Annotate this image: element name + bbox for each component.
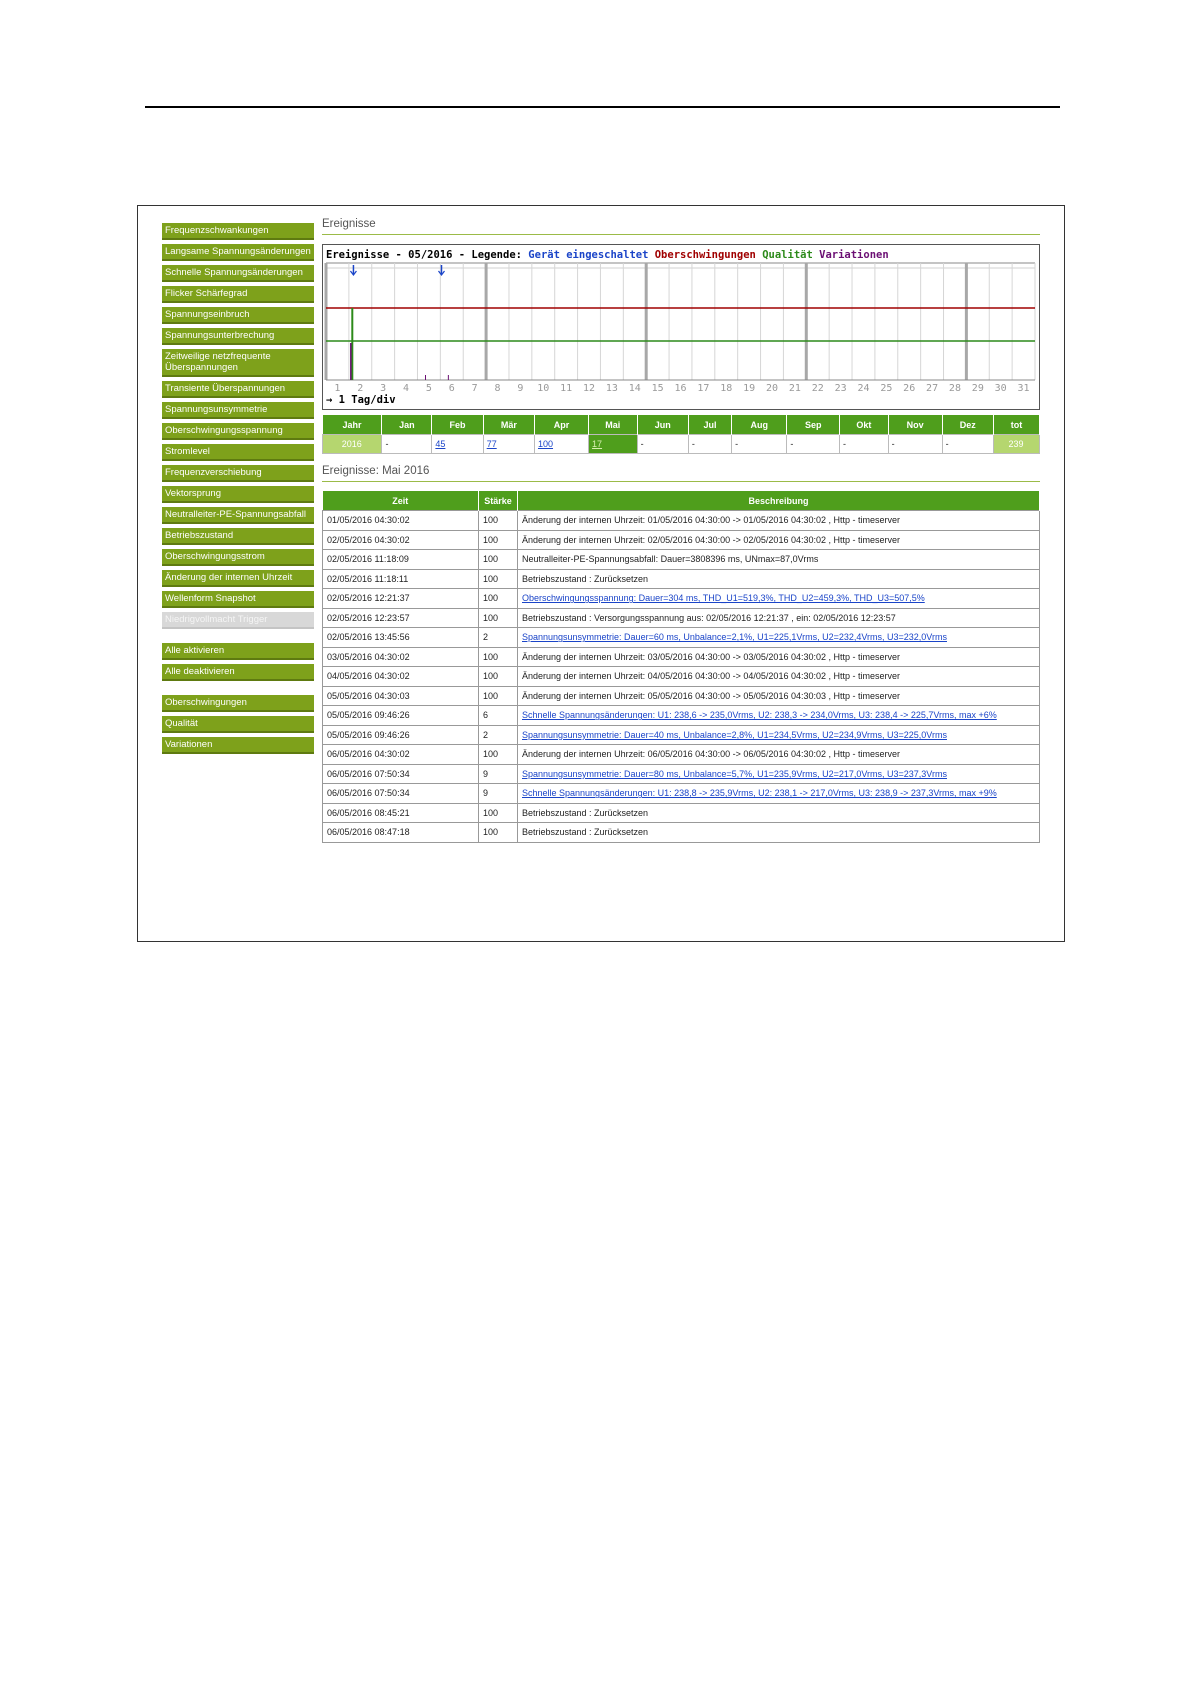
timeline-plot [323,245,1039,409]
event-level: 100 [479,530,518,550]
event-level: 100 [479,511,518,531]
day-tick-label: 11 [560,383,573,394]
category-oberschwingungen-button[interactable]: Oberschwingungen [162,695,314,712]
category-variationen-button[interactable]: Variationen [162,737,314,754]
event-level: 9 [479,764,518,784]
month-cell-maer [483,435,534,454]
table-row [323,530,1040,550]
total-cell: 239 [993,435,1039,454]
event-time: 02/05/2016 04:30:02 [323,530,479,550]
day-tick-label: 31 [1017,383,1030,394]
event-level: 100 [479,647,518,667]
event-description: Betriebszustand : Zurücksetzen [518,569,1040,589]
event-description: Änderung der internen Uhrzeit: 05/05/2016 04:30:00 -> 05/05/2016 04:30:03 , Http - timeserver [518,686,1040,706]
month-count-sep: - [787,435,840,454]
table-row [323,511,1040,531]
month-count-dez: - [942,435,993,454]
sidebar-item-oberschwingungsstrom[interactable]: Oberschwingungsstrom [162,549,314,566]
sidebar-item-vektorsprung[interactable]: Vektorsprung [162,486,314,503]
event-level: 100 [479,823,518,843]
event-level: 100 [479,803,518,823]
day-tick-label: 19 [743,383,756,394]
event-level: 100 [479,686,518,706]
sidebar-item-schnelle-spannungsaenderungen[interactable]: Schnelle Spannungsänderungen [162,265,314,282]
day-tick-label: 20 [765,383,779,394]
event-time: 06/05/2016 07:50:34 [323,784,479,804]
event-description: Betriebszustand : Zurücksetzen [518,823,1040,843]
day-tick-label: 8 [494,383,501,394]
month-header: Jul [688,415,731,435]
day-tick-label: 16 [674,383,687,394]
month-cell-apr [534,435,588,454]
legend-variationen: Variationen [819,249,889,261]
month-count-jun: - [637,435,688,454]
table-row [323,823,1040,843]
events-header-row [323,491,1040,511]
sidebar-gap [162,685,314,695]
event-level: 100 [479,589,518,609]
month-header: Mär [483,415,534,435]
event-time: 02/05/2016 13:45:56 [323,628,479,648]
day-tick-label: 4 [403,383,410,394]
month-header: Apr [534,415,588,435]
sidebar-item-spannungsunsymmetrie[interactable]: Spannungsunsymmetrie [162,402,314,419]
day-tick-label: 5 [425,383,432,394]
event-time: 05/05/2016 09:46:26 [323,725,479,745]
month-header: Okt [840,415,889,435]
day-tick-label: 24 [857,383,870,394]
day-tick-label: 12 [582,383,596,394]
event-time: 02/05/2016 12:23:57 [323,608,479,628]
day-tick-label: 7 [471,383,478,394]
event-description-link[interactable]: Spannungsunsymmetrie: Dauer=40 ms, Unbalance=2,8%, U1=234,5Vrms, U2=234,9Vrms, U3=225,0Vrms [518,725,1040,745]
event-time: 02/05/2016 12:21:37 [323,589,479,609]
day-tick-label: 28 [948,383,961,394]
table-row [323,706,1040,726]
event-description: Änderung der internen Uhrzeit: 04/05/2016 04:30:00 -> 04/05/2016 04:30:02 , Http - timeserver [518,667,1040,687]
event-description-link[interactable]: Oberschwingungsspannung: Dauer=304 ms, THD_U1=519,3%, THD_U2=459,3%, THD_U3=507,5% [518,589,1040,609]
day-tick-label: 1 [334,383,341,394]
event-description: Änderung der internen Uhrzeit: 01/05/2016 04:30:00 -> 01/05/2016 04:30:02 , Http - timeserver [518,511,1040,531]
day-tick-label: 10 [537,383,550,394]
event-time: 06/05/2016 08:47:18 [323,823,479,843]
month-cell-mai [589,435,638,454]
day-tick-label: 26 [903,383,916,394]
event-time: 05/05/2016 09:46:26 [323,706,479,726]
month-link-mai[interactable]: 17 [592,439,603,449]
event-level: 100 [479,608,518,628]
day-tick-label: 27 [926,383,939,394]
sidebar-item-spannungsunterbrechung[interactable]: Spannungsunterbrechung [162,328,314,345]
event-description-link[interactable]: Schnelle Spannungsänderungen: U1: 238,8 -> 235,9Vrms, U2: 238,1 -> 217,0Vrms, U3: 238,9 -> 237,3Vrms, max +9% [518,784,1040,804]
header-rule [145,106,1060,108]
month-header: Feb [432,415,483,435]
event-description-link[interactable]: Spannungsunsymmetrie: Dauer=80 ms, Unbalance=5,7%, U1=235,9Vrms, U2=217,0Vrms, U3=237,3Vrms [518,764,1040,784]
month-link-maer[interactable]: 77 [486,439,497,449]
event-time: 06/05/2016 07:50:34 [323,764,479,784]
event-level: 100 [479,550,518,570]
month-count-jan: - [382,435,432,454]
month-link-apr[interactable]: 100 [537,439,554,449]
day-tick-label: 13 [605,383,618,394]
event-time: 03/05/2016 04:30:02 [323,647,479,667]
sidebar-item-stromlevel[interactable]: Stromlevel [162,444,314,461]
day-tick-label: 6 [448,383,455,394]
month-header: Mai [589,415,638,435]
legend-prefix: Ereignisse - 05/2016 - Legende: [326,249,522,261]
table-row [323,569,1040,589]
column-header-zeit: Zeit [323,491,479,511]
disable-all-button[interactable]: Alle deaktivieren [162,664,314,681]
months-table [322,415,1040,454]
event-description: Änderung der internen Uhrzeit: 02/05/2016 04:30:00 -> 02/05/2016 04:30:02 , Http - timeserver [518,530,1040,550]
screenshot-frame [137,205,1065,942]
day-tick-label: 23 [834,383,847,394]
month-header: Jun [637,415,688,435]
column-header-staerke: Stärke [479,491,518,511]
month-header: Aug [732,415,787,435]
sidebar-item-oberschwingungsspannung[interactable]: Oberschwingungsspannung [162,423,314,440]
table-row [323,647,1040,667]
event-level: 9 [479,784,518,804]
main-content [322,218,1040,843]
event-level: 100 [479,745,518,765]
event-level: 2 [479,628,518,648]
day-tick-label: 14 [628,383,641,394]
table-row [323,784,1040,804]
event-description: Betriebszustand : Versorgungsspannung aus: 02/05/2016 12:21:37 , ein: 02/05/2016 12:23:57 [518,608,1040,628]
event-time: 06/05/2016 08:45:21 [323,803,479,823]
event-level: 100 [479,667,518,687]
event-time: 05/05/2016 04:30:03 [323,686,479,706]
sidebar-gap [162,633,314,643]
legend-oberschwingungen: Oberschwingungen [654,249,756,261]
day-tick-label: 21 [788,383,801,394]
table-row [323,608,1040,628]
day-tick-label: 22 [811,383,824,394]
page-title: Ereignisse [322,218,1040,235]
table-row [323,667,1040,687]
day-tick-label: 15 [651,383,664,394]
sidebar-item-zeitweilige-ueberspannungen[interactable]: Zeitweilige netzfrequente Überspannungen [162,349,314,377]
year-cell: 2016 [323,435,382,454]
sidebar-item-wellenform-snapshot[interactable]: Wellenform Snapshot [162,591,314,608]
event-time: 06/05/2016 04:30:02 [323,745,479,765]
day-tick-label: 25 [880,383,893,394]
table-row [323,725,1040,745]
event-time: 01/05/2016 04:30:02 [323,511,479,531]
legend-geraet-eingeschaltet: Gerät eingeschaltet [528,249,649,261]
sidebar-item-frequenzverschiebung[interactable]: Frequenzverschiebung [162,465,314,482]
month-link-feb[interactable]: 45 [435,439,446,449]
event-time: 04/05/2016 04:30:02 [323,667,479,687]
table-row [323,686,1040,706]
event-level: 100 [479,569,518,589]
day-tick-label: 3 [380,383,387,394]
month-header: tot [993,415,1039,435]
event-time: 02/05/2016 11:18:09 [323,550,479,570]
day-tick-label: 29 [971,383,984,394]
enable-all-button[interactable]: Alle aktivieren [162,643,314,660]
chart-legend [326,249,889,261]
day-tick-label: 9 [517,383,524,394]
month-header: Nov [888,415,942,435]
sidebar-item-interne-uhrzeit[interactable]: Änderung der internen Uhrzeit [162,570,314,587]
event-description-link[interactable]: Spannungsunsymmetrie: Dauer=60 ms, Unbalance=2,1%, U1=225,1Vrms, U2=232,4Vrms, U3=232,0Vrms [518,628,1040,648]
day-tick-label: 30 [994,383,1007,394]
events-timeline-chart [322,244,1040,410]
event-description: Neutralleiter-PE-Spannungsabfall: Dauer=3808396 ms, UNmax=87,0Vrms [518,550,1040,570]
months-header-row [323,415,1040,435]
event-level: 6 [479,706,518,726]
month-header: Jahr [323,415,382,435]
event-time: 02/05/2016 11:18:11 [323,569,479,589]
sidebar-item-betriebszustand[interactable]: Betriebszustand [162,528,314,545]
months-count-row [323,435,1040,454]
day-tick-label: 18 [720,383,733,394]
table-row [323,803,1040,823]
table-row [323,764,1040,784]
event-description: Betriebszustand : Zurücksetzen [518,803,1040,823]
event-description: Änderung der internen Uhrzeit: 03/05/2016 04:30:00 -> 03/05/2016 04:30:02 , Http - timeserver [518,647,1040,667]
month-header: Jan [382,415,432,435]
table-row [323,745,1040,765]
sidebar-item-spannungseinbruch[interactable]: Spannungseinbruch [162,307,314,324]
sidebar-item-neutralleiter[interactable]: Neutralleiter-PE-Spannungsabfall [162,507,314,524]
month-count-jul: - [688,435,731,454]
legend-qualitaet: Qualität [762,249,813,261]
day-tick-label: 17 [697,383,710,394]
month-count-aug: - [732,435,787,454]
sidebar-item-frequenzschwankungen[interactable]: Frequenzschwankungen [162,223,314,240]
table-row [323,550,1040,570]
sidebar-item-flicker[interactable]: Flicker Schärfegrad [162,286,314,303]
month-count-nov: - [888,435,942,454]
sidebar [162,223,314,758]
table-row [323,589,1040,609]
category-qualitaet-button[interactable]: Qualität [162,716,314,733]
table-row [323,628,1040,648]
month-header: Dez [942,415,993,435]
month-count-okt: - [840,435,889,454]
sidebar-item-langsame-spannungsaenderungen[interactable]: Langsame Spannungsänderungen [162,244,314,261]
month-header: Sep [787,415,840,435]
event-level: 2 [479,725,518,745]
sidebar-item-niedrigvollmacht-trigger: Niedrigvollmacht Trigger [162,612,314,629]
column-header-beschreibung: Beschreibung [518,491,1040,511]
sidebar-item-transiente-ueberspannungen[interactable]: Transiente Überspannungen [162,381,314,398]
events-section-title: Ereignisse: Mai 2016 [322,465,1040,482]
events-table [322,491,1040,843]
month-cell-feb [432,435,483,454]
chart-scale-label: → 1 Tag/div [326,394,396,406]
day-tick-label: 2 [357,383,364,394]
event-description: Änderung der internen Uhrzeit: 06/05/2016 04:30:00 -> 06/05/2016 04:30:02 , Http - timeserver [518,745,1040,765]
event-description-link[interactable]: Schnelle Spannungsänderungen: U1: 238,6 -> 235,0Vrms, U2: 238,3 -> 234,0Vrms, U3: 238,4 -> 225,7Vrms, max +6% [518,706,1040,726]
